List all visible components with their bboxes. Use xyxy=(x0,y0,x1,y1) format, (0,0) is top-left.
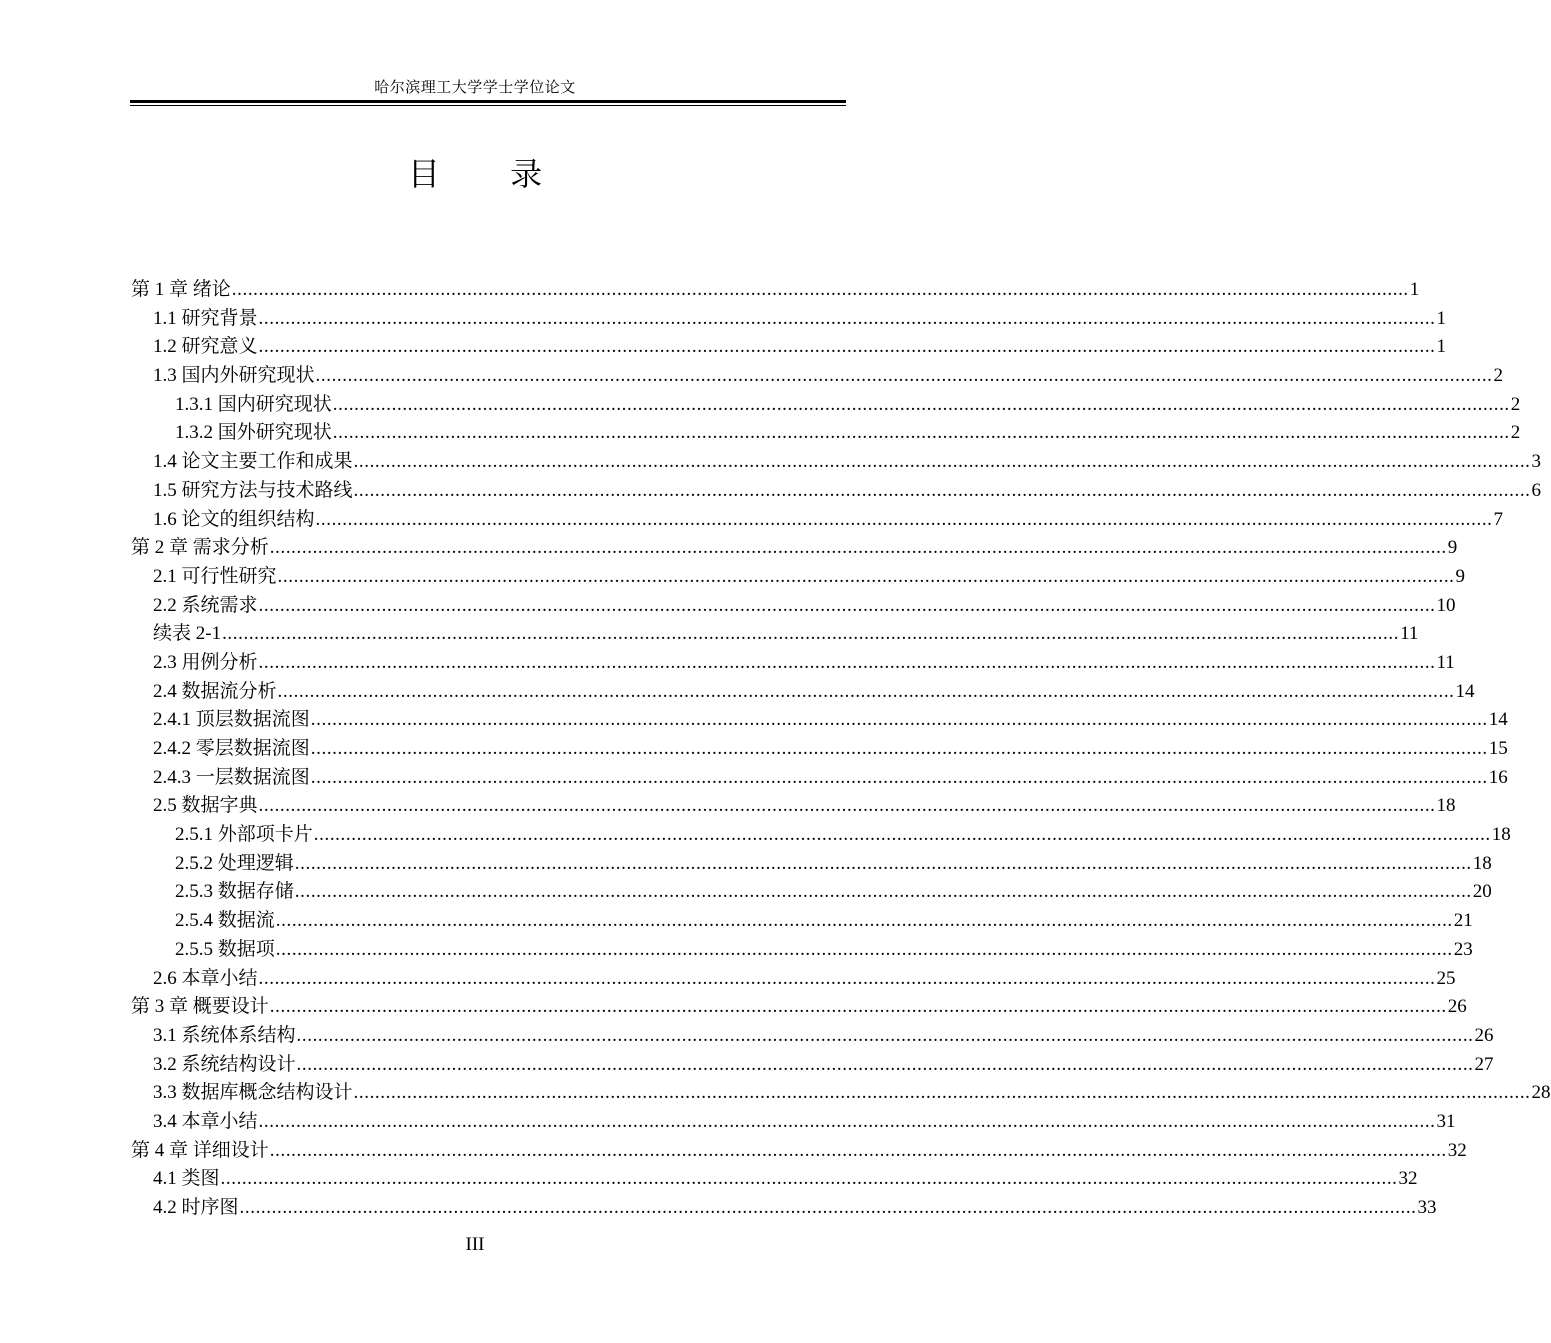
toc-entry-label: 第 1 章 绪论 xyxy=(131,279,231,300)
toc-entry-page: 2 xyxy=(1493,365,1504,387)
toc-entry[interactable] xyxy=(131,448,1542,477)
toc-dot-leader: ............................................................................................................................................................................................................................ xyxy=(258,307,1436,329)
toc-entry[interactable] xyxy=(131,419,1521,448)
toc-entry[interactable] xyxy=(131,764,1508,793)
toc-entry-page: 2 xyxy=(1510,422,1521,444)
table-of-contents xyxy=(131,276,1551,1223)
toc-entry[interactable] xyxy=(131,1194,1437,1223)
toc-entry-label: 第 3 章 概要设计 xyxy=(131,996,269,1018)
toc-entry-page: 11 xyxy=(1436,651,1455,673)
toc-entry[interactable] xyxy=(131,333,1447,362)
toc-dot-leader: ............................................................................................................................................................................................................................ xyxy=(296,1024,1474,1046)
toc-entry[interactable] xyxy=(131,276,1420,305)
toc-dot-leader: ............................................................................................................................................................................................................................ xyxy=(315,365,1493,387)
toc-dot-leader: ............................................................................................................................................................................................................................ xyxy=(269,996,1447,1018)
toc-entry-page: 10 xyxy=(1436,594,1456,616)
toc-entry-page: 26 xyxy=(1447,996,1467,1018)
toc-entry-label: 1.5 研究方法与技术路线 xyxy=(153,479,353,501)
toc-entry-page: 14 xyxy=(1455,680,1475,702)
toc-entry-page: 23 xyxy=(1453,938,1473,960)
toc-entry-page: 1 xyxy=(1436,336,1447,358)
toc-entry[interactable] xyxy=(131,534,1458,563)
toc-entry-label: 2.6 本章小结 xyxy=(153,967,258,989)
toc-entry-label: 3.4 本章小结 xyxy=(153,1110,258,1132)
toc-entry[interactable] xyxy=(131,993,1467,1022)
toc-entry-label: 2.5.5 数据项 xyxy=(175,938,275,960)
toc-entry[interactable] xyxy=(131,678,1475,707)
toc-dot-leader: ............................................................................................................................................................................................................................ xyxy=(315,508,1493,530)
toc-entry[interactable] xyxy=(131,878,1492,907)
toc-entry[interactable] xyxy=(131,936,1473,965)
toc-entry-page: 1 xyxy=(1436,307,1447,329)
toc-entry-page: 7 xyxy=(1493,508,1504,530)
toc-entry-label: 2.5.4 数据流 xyxy=(175,910,275,932)
toc-entry-label: 2.5.3 数据存储 xyxy=(175,881,294,903)
running-header: 哈尔滨理工大学学士学位论文 xyxy=(374,80,576,96)
toc-entry-page: 18 xyxy=(1472,852,1492,874)
toc-dot-leader: ............................................................................................................................................................................................................................ xyxy=(353,451,1531,473)
toc-dot-leader: ............................................................................................................................................................................................................................ xyxy=(258,594,1436,616)
toc-entry[interactable] xyxy=(131,592,1456,621)
toc-entry[interactable] xyxy=(131,1051,1494,1080)
toc-title: 目 录 xyxy=(407,155,573,193)
toc-entry[interactable] xyxy=(131,1165,1418,1194)
toc-entry-page: 3 xyxy=(1531,451,1542,473)
toc-dot-leader: ............................................................................................................................................................................................................................ xyxy=(353,1082,1531,1104)
toc-entry[interactable] xyxy=(131,706,1508,735)
toc-entry[interactable] xyxy=(131,735,1508,764)
toc-entry-label: 2.1 可行性研究 xyxy=(153,565,277,587)
toc-entry-page: 31 xyxy=(1436,1110,1456,1132)
toc-dot-leader: ............................................................................................................................................................................................................................ xyxy=(310,738,1488,759)
toc-dot-leader: ............................................................................................................................................................................................................................ xyxy=(275,938,1453,960)
toc-entry-label: 2.5.2 处理逻辑 xyxy=(175,852,294,874)
toc-dot-leader: ............................................................................................................................................................................................................................ xyxy=(258,651,1436,673)
toc-entry[interactable] xyxy=(131,1079,1551,1108)
toc-entry-page: 32 xyxy=(1447,1139,1467,1161)
toc-entry-label: 3.3 数据库概念结构设计 xyxy=(153,1082,353,1104)
header-rule-thin xyxy=(130,105,846,106)
toc-entry[interactable] xyxy=(131,305,1447,334)
toc-entry-label: 2.4 数据流分析 xyxy=(153,680,277,702)
toc-entry-label: 2.3 用例分析 xyxy=(153,651,258,673)
toc-entry-label: 续表 2-1 xyxy=(153,623,222,645)
toc-entry-page: 26 xyxy=(1474,1024,1494,1046)
toc-entry[interactable] xyxy=(131,506,1504,535)
toc-entry-page: 2 xyxy=(1510,393,1521,415)
toc-entry-label: 第 2 章 需求分析 xyxy=(131,537,269,559)
toc-entry[interactable] xyxy=(131,1022,1494,1051)
toc-entry[interactable] xyxy=(131,821,1511,850)
toc-dot-leader: ............................................................................................................................................................................................................................ xyxy=(231,279,1409,300)
toc-entry-label: 1.2 研究意义 xyxy=(153,336,258,358)
toc-entry-page: 15 xyxy=(1488,738,1508,759)
toc-entry-page: 27 xyxy=(1474,1053,1494,1075)
toc-entry-page: 6 xyxy=(1531,479,1542,501)
toc-entry[interactable] xyxy=(131,1137,1467,1166)
toc-entry[interactable] xyxy=(131,391,1521,420)
toc-dot-leader: ............................................................................................................................................................................................................................ xyxy=(258,795,1436,817)
toc-entry[interactable] xyxy=(131,965,1456,994)
toc-entry-label: 2.4.2 零层数据流图 xyxy=(153,738,310,759)
toc-entry-label: 第 4 章 详细设计 xyxy=(131,1139,269,1161)
toc-entry-label: 1.3.2 国外研究现状 xyxy=(175,422,332,444)
toc-dot-leader: ............................................................................................................................................................................................................................ xyxy=(239,1197,1417,1218)
toc-entry-label: 2.4.1 顶层数据流图 xyxy=(153,709,310,731)
toc-dot-leader: ............................................................................................................................................................................................................................ xyxy=(258,336,1436,358)
toc-entry-page: 9 xyxy=(1455,565,1466,587)
toc-dot-leader: ............................................................................................................................................................................................................................ xyxy=(313,824,1491,846)
toc-entry-label: 1.4 论文主要工作和成果 xyxy=(153,451,353,473)
toc-dot-leader: ............................................................................................................................................................................................................................ xyxy=(275,910,1453,932)
toc-entry-page: 16 xyxy=(1488,766,1508,788)
toc-entry-label: 4.2 时序图 xyxy=(153,1197,239,1218)
toc-entry-page: 9 xyxy=(1447,537,1458,559)
toc-dot-leader: ............................................................................................................................................................................................................................ xyxy=(277,680,1455,702)
toc-entry-page: 18 xyxy=(1436,795,1456,817)
toc-dot-leader: ............................................................................................................................................................................................................................ xyxy=(277,565,1455,587)
toc-entry-label: 1.3 国内外研究现状 xyxy=(153,365,315,387)
toc-dot-leader: ............................................................................................................................................................................................................................ xyxy=(269,537,1447,559)
toc-entry-label: 4.1 类图 xyxy=(153,1168,220,1190)
toc-dot-leader: ............................................................................................................................................................................................................................ xyxy=(222,623,1400,645)
toc-dot-leader: ............................................................................................................................................................................................................................ xyxy=(258,1110,1436,1132)
toc-entry-page: 1 xyxy=(1409,279,1420,300)
toc-entry-page: 33 xyxy=(1417,1197,1437,1218)
toc-entry[interactable] xyxy=(131,907,1473,936)
header-rule-thick xyxy=(130,100,846,103)
toc-entry-page: 28 xyxy=(1531,1082,1551,1104)
toc-dot-leader: ............................................................................................................................................................................................................................ xyxy=(269,1139,1447,1161)
toc-entry-page: 14 xyxy=(1488,709,1508,731)
toc-entry-label: 3.2 系统结构设计 xyxy=(153,1053,296,1075)
toc-entry-page: 25 xyxy=(1436,967,1456,989)
toc-dot-leader: ............................................................................................................................................................................................................................ xyxy=(294,881,1472,903)
toc-entry-page: 18 xyxy=(1491,824,1511,846)
toc-entry[interactable] xyxy=(131,1108,1456,1137)
toc-entry-page: 32 xyxy=(1398,1168,1418,1190)
toc-entry-label: 2.5.1 外部项卡片 xyxy=(175,824,313,846)
toc-entry-page: 20 xyxy=(1472,881,1492,903)
toc-dot-leader: ............................................................................................................................................................................................................................ xyxy=(332,422,1510,444)
toc-entry-label: 2.5 数据字典 xyxy=(153,795,258,817)
toc-entry-label: 3.1 系统体系结构 xyxy=(153,1024,296,1046)
toc-entry-label: 2.2 系统需求 xyxy=(153,594,258,616)
toc-entry[interactable] xyxy=(131,563,1466,592)
toc-dot-leader: ............................................................................................................................................................................................................................ xyxy=(294,852,1472,874)
toc-entry[interactable] xyxy=(131,792,1456,821)
toc-dot-leader: ............................................................................................................................................................................................................................ xyxy=(258,967,1436,989)
toc-entry[interactable] xyxy=(131,477,1542,506)
toc-entry-label: 2.4.3 一层数据流图 xyxy=(153,766,310,788)
page-number: III xyxy=(465,1234,485,1255)
toc-dot-leader: ............................................................................................................................................................................................................................ xyxy=(353,479,1531,501)
toc-dot-leader: ............................................................................................................................................................................................................................ xyxy=(310,709,1488,731)
toc-dot-leader: ............................................................................................................................................................................................................................ xyxy=(310,766,1488,788)
toc-dot-leader: ............................................................................................................................................................................................................................ xyxy=(296,1053,1474,1075)
toc-entry-label: 1.6 论文的组织结构 xyxy=(153,508,315,530)
toc-entry-page: 11 xyxy=(1400,623,1419,645)
toc-entry[interactable] xyxy=(131,850,1492,879)
toc-entry[interactable] xyxy=(131,649,1455,678)
toc-dot-leader: ............................................................................................................................................................................................................................ xyxy=(220,1168,1398,1190)
toc-entry-page: 21 xyxy=(1453,910,1473,932)
toc-entry[interactable] xyxy=(131,620,1419,649)
toc-dot-leader: ............................................................................................................................................................................................................................ xyxy=(332,393,1510,415)
toc-entry-label: 1.1 研究背景 xyxy=(153,307,258,329)
toc-entry[interactable] xyxy=(131,362,1504,391)
toc-entry-label: 1.3.1 国内研究现状 xyxy=(175,393,332,415)
